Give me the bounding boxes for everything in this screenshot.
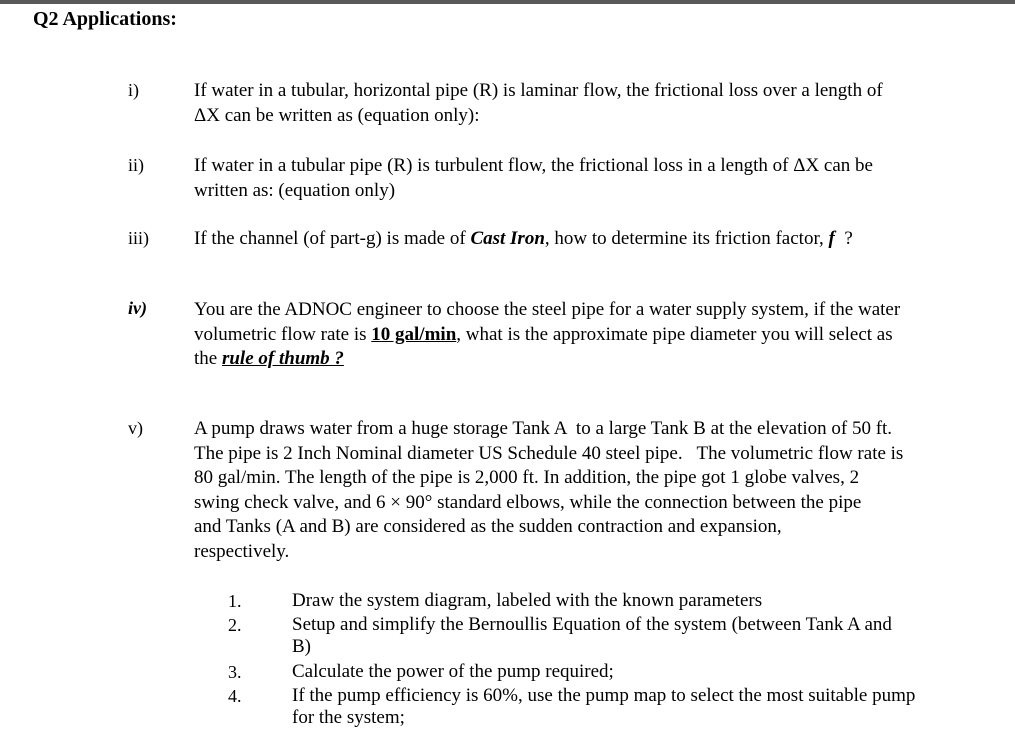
subitem-number-3: 3. — [228, 662, 242, 682]
question-iii-pre: If the channel (of part-g) is made of — [194, 228, 471, 249]
question-v-line-2: The pipe is 2 Inch Nominal diameter US Schedule 40 steel pipe. The volumetric flow rate is — [194, 442, 904, 464]
subitem-2-line-1: Setup and simplify the Bernoullis Equation of the system (between Tank A and — [292, 614, 892, 635]
question-iv-line-3-pre: the — [194, 348, 222, 369]
subitem-4-line-1: If the pump efficiency is 60%, use the pump map to select the most suitable pump — [292, 685, 916, 706]
question-i-line-1: If water in a tubular, horizontal pipe (R) is laminar flow, the frictional loss over a length of — [194, 80, 883, 101]
question-iv-line-2-pre: volumetric flow rate is — [194, 323, 372, 345]
subitem-2-line-2: B) — [292, 636, 311, 657]
subitem-number-1: 1. — [228, 591, 242, 611]
question-ii-line-1: If water in a tubular pipe (R) is turbulent flow, the frictional loss in a length of ΔX can be — [194, 155, 873, 176]
question-v-line-3: 80 gal/min. The length of the pipe is 2,000 ft. In addition, the pipe got 1 globe valves, 2 — [194, 467, 860, 488]
question-i-line-2: ΔX can be written as (equation only): — [194, 104, 480, 126]
question-iii-material: Cast Iron — [470, 228, 545, 249]
question-ii-text — [194, 154, 984, 203]
question-number-ii: ii) — [128, 155, 144, 175]
rule-of-thumb-highlight: rule of thumb ? — [221, 348, 344, 369]
question-iii-post: , how to determine its friction factor, — [544, 228, 829, 249]
subitem-4-line-2: for the system; — [292, 707, 405, 728]
question-number-v: v) — [128, 418, 143, 438]
question-iv-line-2 — [194, 323, 984, 348]
top-border-rule — [0, 0, 1015, 4]
question-iii-text — [194, 227, 984, 252]
friction-factor-symbol: f — [828, 228, 835, 249]
question-number-i: i) — [128, 80, 139, 100]
subitem-4-text — [292, 685, 982, 729]
subitem-3-line-1: Calculate the power of the pump required; — [292, 661, 614, 682]
question-v-line-6: respectively. — [194, 540, 290, 562]
section-heading: Q2 Applications: — [33, 8, 177, 30]
question-iii-end: ? — [834, 228, 853, 249]
question-number-iv: iv) — [128, 298, 147, 318]
subitem-1-line-1: Draw the system diagram, labeled with the known parameters — [292, 590, 763, 611]
subitem-2-text — [292, 614, 982, 658]
question-v-line-5: and Tanks (A and B) are considered as the sudden contraction and expansion, — [194, 516, 782, 537]
subitem-1-text — [292, 590, 982, 612]
subitem-number-2: 2. — [228, 615, 242, 635]
subitem-number-4: 4. — [228, 686, 242, 706]
question-iv-line-2-post: , what is the approximate pipe diameter you will select as — [456, 323, 893, 345]
question-number-iii: iii) — [128, 228, 149, 248]
question-iv-text — [194, 298, 984, 372]
question-v-line-1: A pump draws water from a huge storage Tank A to a large Tank B at the elevation of 50 ft. — [194, 418, 893, 439]
question-ii-line-2: written as: (equation only) — [194, 179, 396, 201]
question-iv-line-3 — [194, 347, 984, 372]
question-v-line-4: swing check valve, and 6 × 90° standard elbows, while the connection between the pipe — [194, 491, 862, 513]
question-v-text — [194, 417, 984, 564]
subitem-3-text — [292, 661, 982, 683]
question-i-text — [194, 79, 984, 128]
question-iv-line-1: You are the ADNOC engineer to choose the steel pipe for a water supply system, if the water — [194, 299, 901, 320]
flow-rate-highlight: 10 gal/min — [371, 323, 457, 345]
